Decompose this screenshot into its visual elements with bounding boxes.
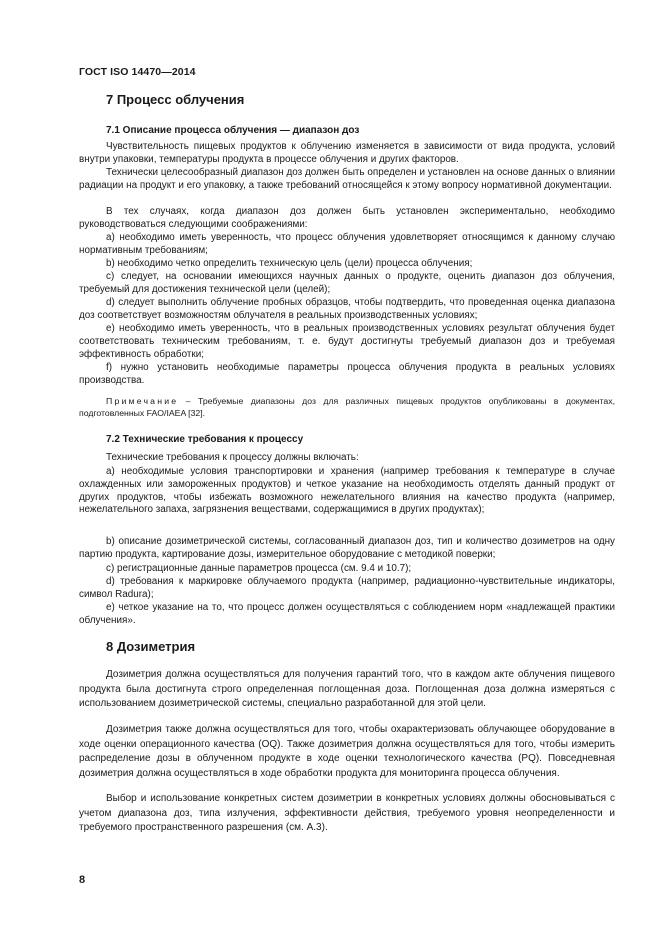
- list-item: b) описание дозиметрической системы, согласованный диапазон доз, тип и количество дозиметров на одну партию продукта, картирование дозы, измерительное оборудование с методикой поверки;: [79, 536, 615, 560]
- list-item: с) следует, на основании имеющихся научных данных о продукте, оценить диапазон доз облучения, требуемый для достижения технической цели (целей);: [79, 271, 615, 295]
- list-item: а) необходимо иметь уверенность, что процесс облучения удовлетворяет относящимся к данному случаю нормативным требованиям;: [79, 232, 615, 256]
- paragraph: Дозиметрия должна осуществляться для получения гарантий того, что в каждом акте облучения пищевого продукта была достигнута строго определенная поглощенная доза. Поглощенная доза должна измеряться с использованием дозиметрической системы, специально разработанной для этой цели.: [79, 669, 615, 710]
- list-item: b) необходимо четко определить техническую цель (цели) процесса облучения;: [106, 258, 473, 269]
- list-item: d) требования к маркировке облучаемого продукта (например, радиационно-чувствительные индикаторы, символ Radura);: [79, 576, 615, 600]
- list-item: е) четкое указание на то, что процесс должен осуществляться с соблюдением норм «надлежащей практики облучения».: [79, 602, 615, 626]
- paragraph: Выбор и использование конкретных систем дозиметрии в конкретных условиях должны обосновываться с учетом диапазона доз, типа излучения, эффективности действия, требуемого уровня неопределенности и требуемого пространственного разрешения (см. А.3).: [79, 793, 615, 834]
- list-item: а) необходимые условия транспортировки и хранения (например требования к температуре в случае охлажденных или замороженных продуктов) и четкое указание на необходимость отделять данный продукт от других продуктов, чтобы избежать возможного нежелательного влияния на качество продукта (например, нежелательного запаха, загрязнения веществами, содержащимися в других продуктах);: [79, 466, 615, 516]
- paragraph: Дозиметрия также должна осуществляться для того, чтобы охарактеризовать облучающее оборудование в ходе оценки операционного качества (OQ). Также дозиметрия должна осуществляться для того, чтобы измерить распределение дозы в облученном продукте в ходе оценки технологического качества (PQ). Повседневная дозиметрия должна осуществляться в ходе обработки продукта для мониторинга процесса облучения.: [79, 724, 615, 779]
- page-number: 8: [79, 874, 86, 886]
- section-7-title: 7 Процесс облучения: [106, 92, 245, 107]
- list-item: с) регистрационные данные параметров процесса (см. 9.4 и 10.7);: [106, 563, 412, 574]
- note-text: – Требуемые диапазоны доз для различных пищевых продуктов опубликованы в документах, подготовленных FAO/IAEA [32].: [79, 396, 615, 418]
- paragraph: Технические требования к процессу должны включать:: [106, 452, 359, 463]
- note-label: Примечание: [106, 396, 179, 406]
- note: [79, 396, 615, 419]
- subsection-7-2-title: 7.2 Технические требования к процессу: [106, 434, 304, 445]
- list-item: f) нужно установить необходимые параметры процесса облучения продукта в реальных условиях производства.: [79, 362, 615, 386]
- list-item: е) необходимо иметь уверенность, что в реальных производственных условиях результат облучения будет соответствовать техническим требованиям, т. е. будут достигнуты требуемый диапазон доз и требуемая эффективность обработки;: [79, 323, 615, 360]
- section-8-title: 8 Дозиметрия: [106, 639, 196, 654]
- paragraph: В тех случаях, когда диапазон доз должен быть установлен экспериментально, необходимо руководствоваться следующими соображениями:: [79, 206, 615, 230]
- paragraph: Технически целесообразный диапазон доз должен быть определен и установлен на основе данных о влиянии радиации на продукт и его упаковку, а также требований относящейся к этому вопросу нормативной документации.: [79, 167, 615, 191]
- subsection-7-1-title: 7.1 Описание процесса облучения — диапазон доз: [106, 125, 360, 136]
- document-code: ГОСТ ISO 14470—2014: [79, 66, 196, 78]
- list-item: d) следует выполнить облучение пробных образцов, чтобы подтвердить, что проведенная оценка диапазона доз соответствует возможностям облучателя в реальных производственных условиях;: [79, 297, 615, 321]
- paragraph: Чувствительность пищевых продуктов к облучению изменяется в зависимости от вида продукта, условий внутри упаковки, температуры продукта в процессе облучения и других факторов.: [79, 141, 615, 165]
